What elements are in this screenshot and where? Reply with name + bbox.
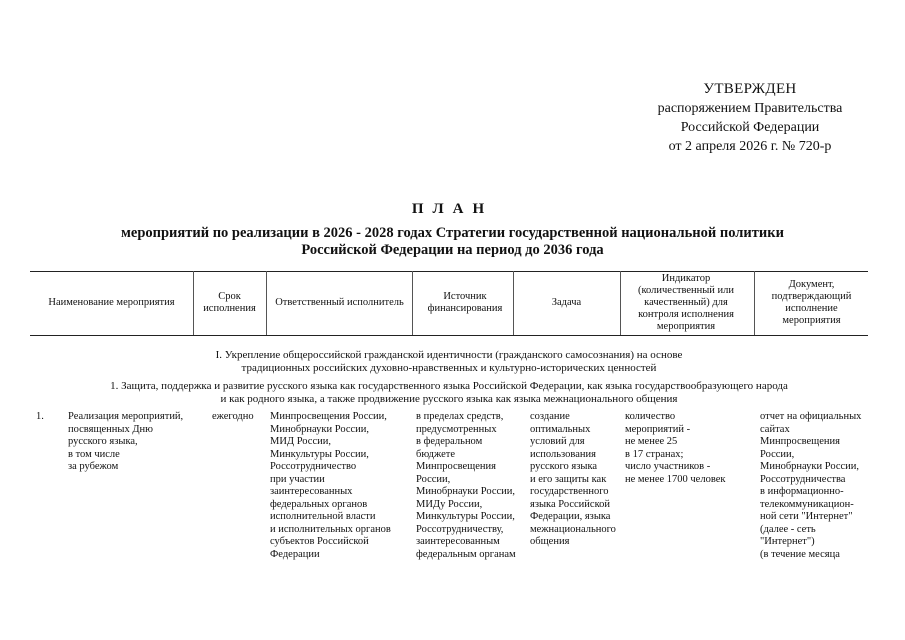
row-task: создание оптимальных условий для использования русского языка и его защиты как государственного языка Российской Федерации, языка межнационального общения bbox=[530, 411, 616, 547]
plan-subtitle-line-2: Российской Федерации на период до 2036 года bbox=[301, 242, 604, 258]
row-name: Реализация мероприятий, посвященных Дню русского языка, в том числе за рубежом bbox=[68, 411, 184, 472]
section-heading bbox=[30, 349, 868, 375]
section-heading-line-1: I. Укрепление общероссийской гражданской идентичности (гражданского самосознания) на основе bbox=[215, 349, 683, 361]
row-indicator: количество мероприятий - не менее 25 в 17 странах; число участников - не менее 1700 человек bbox=[625, 411, 726, 485]
approval-block bbox=[600, 80, 900, 156]
plan-subtitle bbox=[60, 225, 845, 259]
plan-title: ПЛАН bbox=[411, 201, 494, 217]
approval-title: УТВЕРЖДЕН bbox=[703, 81, 797, 97]
row-term: ежегодно bbox=[212, 411, 254, 422]
table-header bbox=[30, 271, 868, 335]
header-document: Документ, подтверждающий исполнение мероприятия bbox=[771, 279, 852, 326]
approval-line-1: распоряжением Правительства bbox=[657, 101, 843, 116]
subsection-heading-line-2: и как родного языка, а также продвижение русского языка как языка межнационального общения bbox=[220, 393, 678, 405]
section-heading-line-2: традиционных российских духовно-нравственных и культурно-исторических ценностей bbox=[241, 362, 657, 374]
header-task: Задача bbox=[551, 297, 582, 308]
approval-line-2: Российской Федерации bbox=[680, 120, 820, 135]
header-term: Срок исполнения bbox=[203, 291, 256, 314]
header-name: Наименование мероприятия bbox=[48, 297, 175, 308]
header-indicator: Индикатор (количественный или качественный) для контроля исполнения мероприятия bbox=[637, 273, 735, 332]
plan-subtitle-line-1: мероприятий по реализации в 2026 - 2028 годах Стратегии государственной национальной политики bbox=[121, 225, 784, 241]
row-document: отчет на официальных сайтах Минпросвещения России, Минобрнауки России, Россотрудничества в информационно- телекоммуникацион- ной сети "Интернет" (далее - сеть "Интернет") (в течение месяца bbox=[760, 411, 862, 560]
header-funding: Источник финансирования bbox=[427, 291, 503, 314]
row-executor: Минпросвещения России, Минобрнауки России, МИД России, Минкультуры России, Россотрудничество при участии заинтересованных федеральных органов исполнительной власти и исполнительных органов субъектов Российской Федерации bbox=[270, 411, 391, 560]
row-funding: в пределах средств, предусмотренных в федеральном бюджете Минпросвещения России, Минобрнауки России, МИДу России, Минкультуры России, Россотрудничеству, заинтересованным федеральным органам bbox=[416, 411, 516, 560]
subsection-heading-line-1: 1. Защита, поддержка и развитие русского языка как государственного языка Российской Федерации, как языка государствообразующего народа bbox=[110, 380, 788, 392]
subsection-heading bbox=[30, 380, 868, 406]
header-executor: Ответственный исполнитель bbox=[275, 297, 404, 308]
approval-line-3: от 2 апреля 2026 г. № 720-р bbox=[668, 139, 832, 154]
row-number: 1. bbox=[36, 411, 44, 422]
table-header-bottom-border bbox=[30, 335, 868, 336]
